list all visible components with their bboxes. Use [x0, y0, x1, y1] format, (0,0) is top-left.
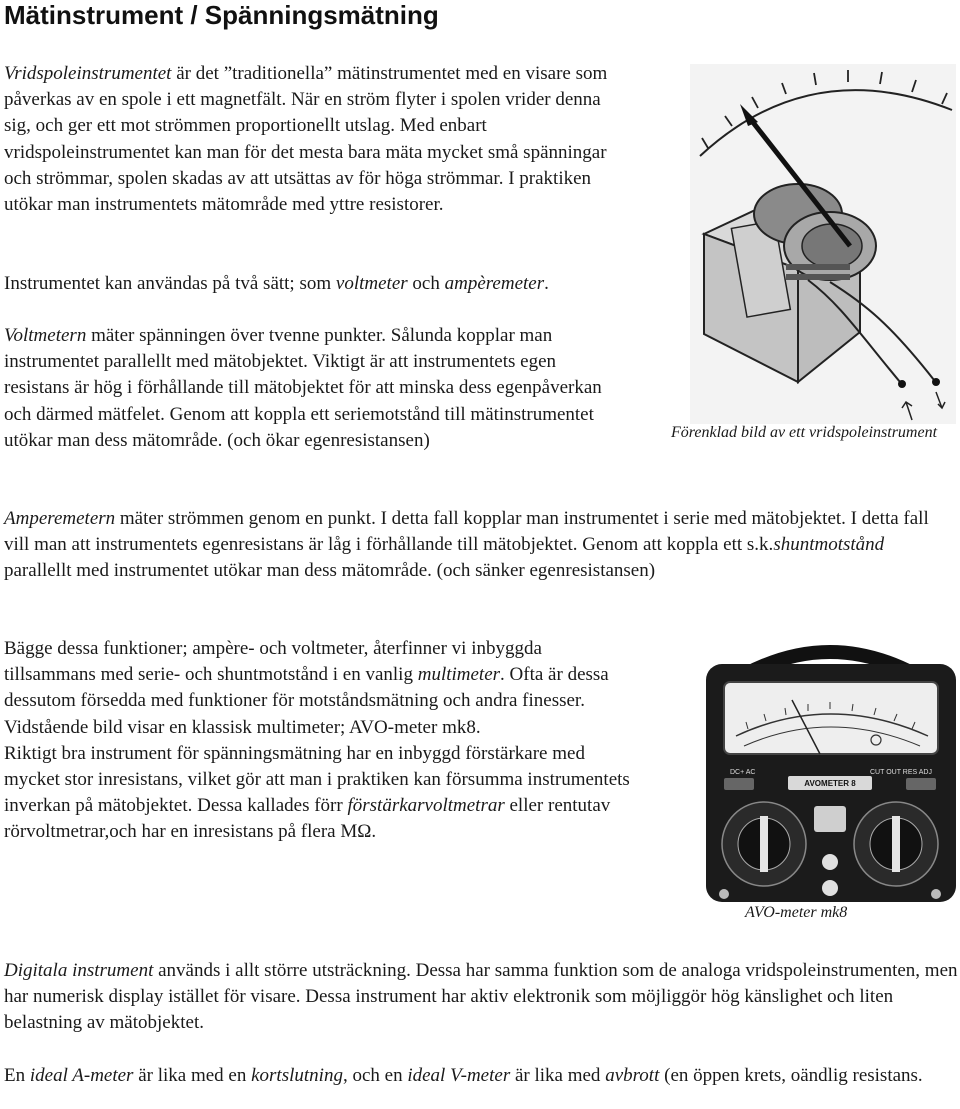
left-switch-label: DC+ AC — [730, 769, 756, 776]
figure1-caption: Förenklad bild av ett vridspoleinstrument — [671, 424, 938, 441]
term-amperemeter: ampèremeter — [444, 273, 545, 294]
figure2-caption: AVO-meter mk8 — [745, 904, 848, 921]
moving-coil-figure — [690, 64, 956, 424]
multimeter-paragraph: Bägge dessa funktioner; ampère- och voltmeter, återfinner vi inbyggda tillsammans med serie- och shuntmotstånd i en vanlig multimeter. Ofta är dessa dessutom försedda med funktioner för motståndsmätning och andra finesser. Vidstående bild visar en klassisk multimeter; AVO-meter mk8. Riktigt bra instrument för spänningsmätning har en inbyggd förstärkare med mycket stor inresistans, vilket gör att man i praktiken kan försumma instrumentets inverkan på mätobjektet. Dessa kallades förr förstärkarvoltmetrar eller rentutav rörvoltmetrar,och har en inresistans på flera MΩ. — [4, 638, 630, 843]
amperemeter-paragraph: Amperemetern mäter strömmen genom en punkt. I detta fall kopplar man instrumentet i serie med mätobjektet. I detta fall vill man att instrumentets egenresistans är låg i förhållande till mätobjektet. Genom att koppla ett s.k.shuntmotstånd parallellt med instrumentet utökar man dess mätområde. (och sänker egenresistansen) — [4, 508, 929, 582]
term-forstarkarvoltmetrar: förstärkarvoltmetrar — [347, 795, 505, 817]
term-kortslutning: kortslutning — [251, 1065, 343, 1086]
digital-paragraph: Digitala instrument används i allt större utsträckning. Dessa har samma funktion som de analoga vridspoleinstrumenten, men har numerisk display istället för visare. Dessa instrument har aktiv elektronik som möjliggör hög känslighet och liten belastning av mätobjektet. — [4, 960, 958, 1034]
intro-paragraph: Vridspoleinstrumentet är det ”traditionella” mätinstrumentet med en visare som påverkas av en spole i ett magnetfält. När en ström flyter i spolen vrider denna sig, och ger ett mot strömmen proportionellt utslag. Med enbart vridspoleinstrumentet kan man för det mesta bara mäta mycket små spänningar och strömmar, spolen skadas av att utsättas av för höga strömmar. I praktiken utökar man instrumentets mätområde med yttre resistorer. — [4, 63, 608, 216]
page-title: Mätinstrument / Spänningsmätning — [4, 0, 439, 30]
ideal-paragraph: En ideal A-meter är lika med en kortslutning, och en ideal V-meter är lika med avbrott (en öppen krets, oändlig resistans. — [4, 1065, 923, 1086]
term-multimeter: multimeter — [417, 664, 501, 686]
term-voltmeter: voltmeter — [335, 273, 408, 294]
term-voltmetern: Voltmetern — [4, 325, 87, 346]
term-shuntmotstand: shuntmotstånd — [773, 534, 885, 556]
voltmeter-paragraph: Voltmetern mäter spänningen över tvenne punkter. Sålunda kopplar man instrumentet parallellt med mätobjektet. Viktigt är att instrumentets egen resistans är hög i förhållande till mätobjektet för att minska dess egenpåverkan och därmed mätfelet. Genom att koppla ett seriemotstånd till mätinstrumentet utökar man dess mätområde. (och ökar egenresistansen) — [4, 325, 602, 451]
term-digitala-instrument: Digitala instrument — [4, 960, 154, 981]
usage-paragraph: Instrumentet kan användas på två sätt; som voltmeter och ampèremeter. — [4, 273, 549, 294]
term-amperemetern: Amperemetern — [4, 508, 116, 529]
brand-label: AVOMETER 8 — [804, 779, 856, 788]
term-vridspoleinstrumentet: Vridspoleinstrumentet — [4, 63, 172, 84]
right-switch-label: CUT OUT RES ADJ — [870, 769, 932, 776]
term-ideal-v-meter: ideal V-meter — [407, 1065, 511, 1086]
avometer-figure — [700, 636, 960, 904]
term-avbrott: avbrott — [605, 1065, 660, 1086]
moving-coil-illustration — [690, 64, 956, 424]
term-ideal-a-meter: ideal A-meter — [29, 1065, 134, 1086]
avometer-illustration — [700, 636, 960, 904]
